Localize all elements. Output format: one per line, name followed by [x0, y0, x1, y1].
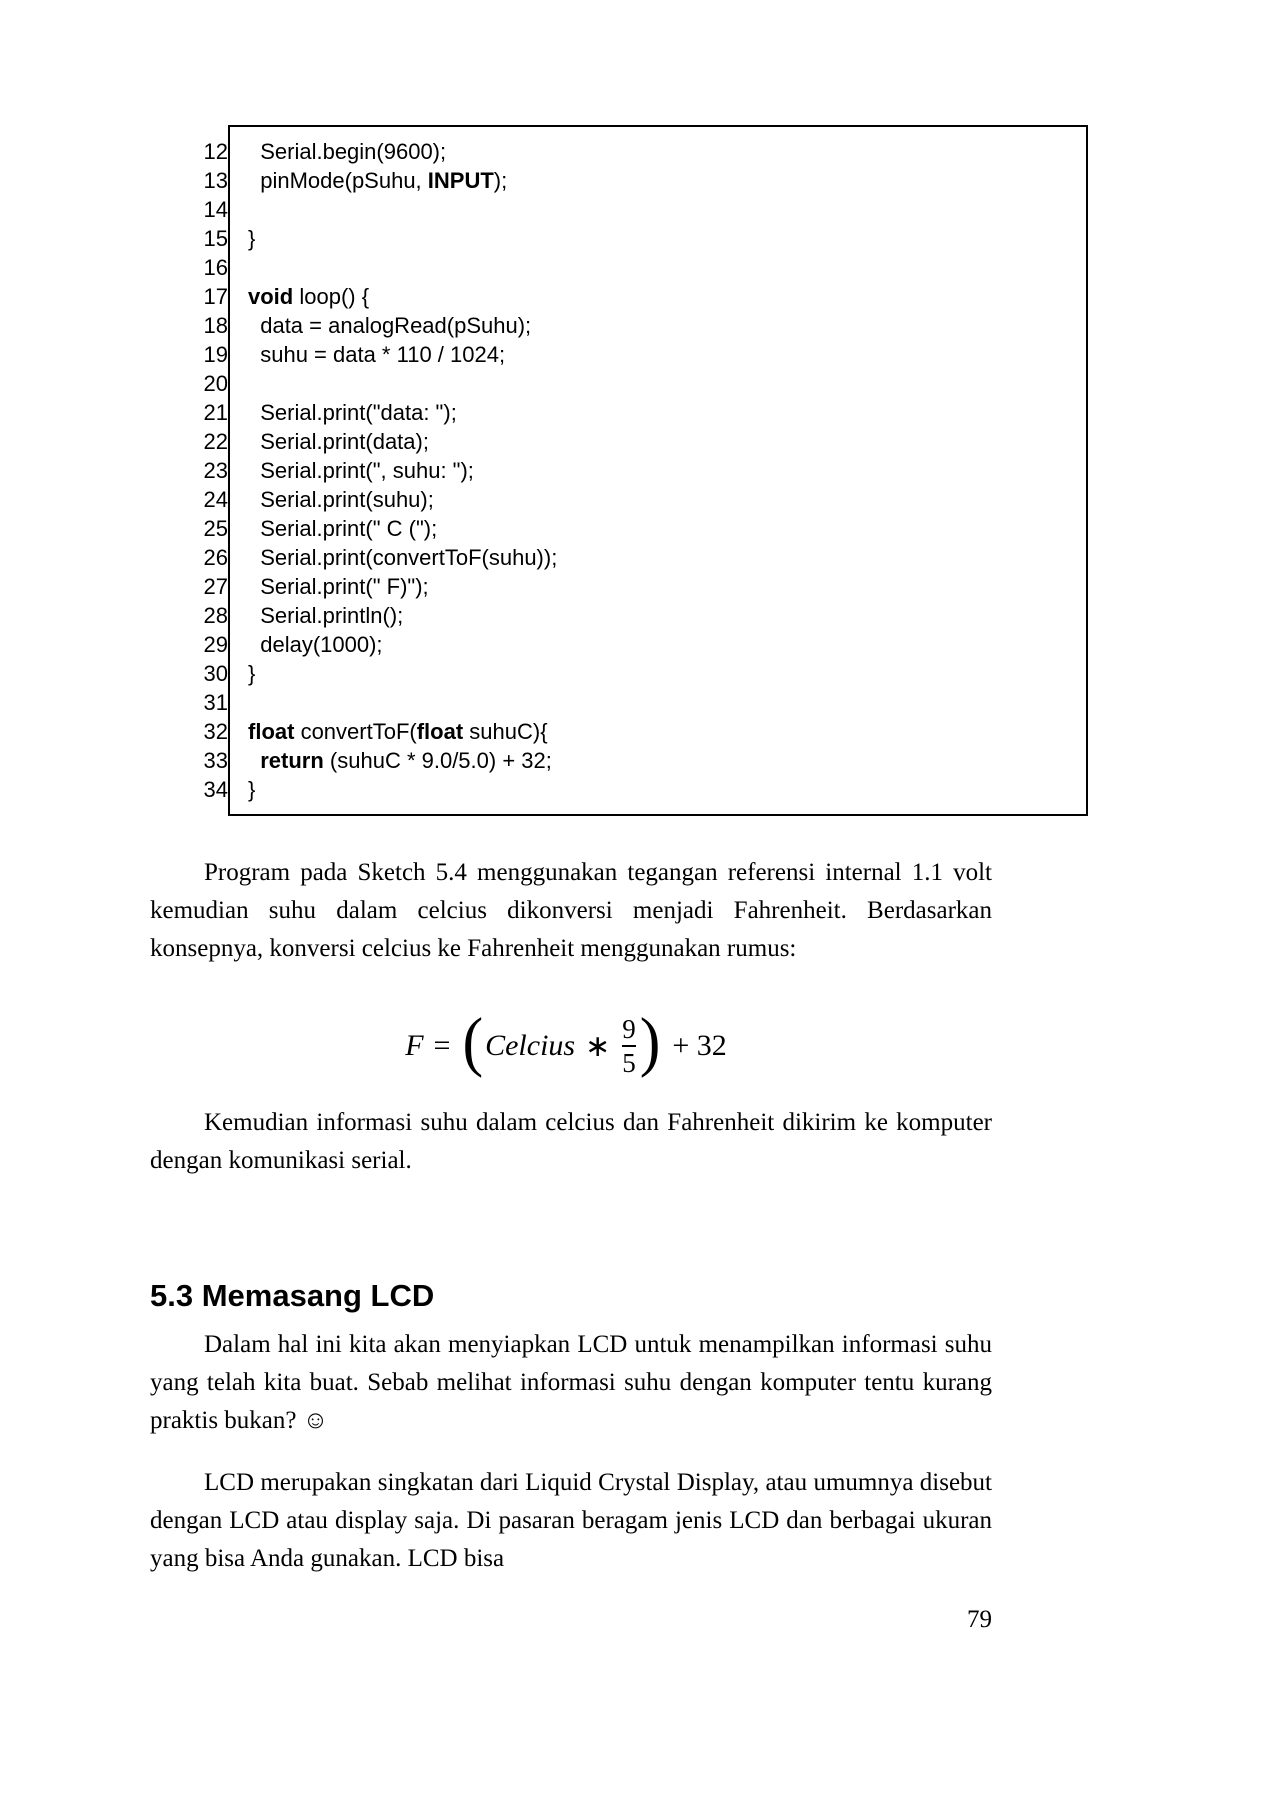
code-line: suhu = data * 110 / 1024;	[248, 342, 506, 367]
code-line: Serial.print(convertToF(suhu));	[248, 545, 558, 570]
code-line-number: 23	[203, 458, 228, 483]
code-line: Serial.print(" F)");	[248, 574, 429, 599]
code-line: Serial.print(" C (");	[248, 516, 438, 541]
formula-open-paren: (	[462, 1004, 484, 1079]
code-line-number: 24	[203, 487, 228, 512]
text-block	[150, 854, 992, 1634]
code-line-number: 22	[203, 429, 228, 454]
code-line-number: 18	[203, 313, 228, 338]
code-line-number: 16	[203, 255, 228, 280]
code-line: }	[248, 661, 256, 686]
formula-tail: + 32	[672, 1029, 727, 1062]
code-line-number: 14	[203, 197, 228, 222]
code-line-number: 12	[203, 139, 228, 164]
page-number: 79	[967, 1606, 992, 1633]
paragraph-program: Program pada Sketch 5.4 menggunakan tegangan referensi internal 1.1 volt kemudian suhu dalam celcius dikonversi menjadi Fahrenheit. Berdasarkan konsepnya, konversi celcius ke Fahrenheit menggunakan rumus:	[150, 859, 992, 962]
code-line-number: 15	[203, 226, 228, 251]
formula-lhs: F	[405, 1029, 424, 1062]
code-line: }	[248, 226, 256, 251]
formula-close-paren: )	[639, 1004, 661, 1079]
code-line-number: 19	[203, 342, 228, 367]
code-line: Serial.print(", suhu: ");	[248, 458, 474, 483]
code-line: data = analogRead(pSuhu);	[248, 313, 532, 338]
code-line: pinMode(pSuhu, INPUT);	[248, 168, 508, 193]
formula-denominator: 5	[622, 1045, 636, 1079]
code-line-number: 17	[203, 284, 228, 309]
code-line: Serial.print(data);	[248, 429, 429, 454]
code-line: }	[248, 777, 256, 802]
code-line-number: 25	[203, 516, 228, 541]
code-line-number: 34	[203, 777, 228, 802]
code-line: delay(1000);	[248, 632, 383, 657]
code-line: float convertToF(float suhuC){	[248, 719, 548, 744]
code-line-number: 33	[203, 748, 228, 773]
formula-variable: Celcius	[485, 1029, 576, 1062]
code-line-number: 31	[203, 690, 228, 715]
code-line: Serial.begin(9600);	[248, 139, 447, 164]
code-line: Serial.println();	[248, 603, 404, 628]
code-line	[248, 253, 1076, 282]
code-line: Serial.print("data: ");	[248, 400, 457, 425]
code-listing	[183, 125, 1269, 816]
code-line	[248, 195, 1076, 224]
paragraph-lcd-singkatan: LCD merupakan singkatan dari Liquid Crystal Display, atau umumnya disebut dengan LCD atau display saja. Di pasaran beragam jenis LCD dan berbagai ukuran yang bisa Anda gunakan. LCD bisa	[150, 1469, 992, 1572]
code-line-number: 13	[203, 168, 228, 193]
formula-fraction	[622, 1013, 636, 1080]
code-line-number: 27	[203, 574, 228, 599]
code-line-number: 21	[203, 400, 228, 425]
formula-fahrenheit	[150, 1004, 992, 1088]
code-line	[248, 369, 1076, 398]
code-line-number: 29	[203, 632, 228, 657]
code-box	[228, 125, 1088, 816]
code-line-number: 26	[203, 545, 228, 570]
paragraph-dalam-hal-ini: Dalam hal ini kita akan menyiapkan LCD untuk menampilkan informasi suhu yang telah kita buat. Sebab melihat informasi suhu dengan komputer tentu kurang praktis bukan? ☺	[150, 1331, 992, 1434]
formula-multiply-operator: ∗	[585, 1029, 611, 1063]
code-line-number: 30	[203, 661, 228, 686]
code-line-number: 28	[203, 603, 228, 628]
formula-numerator: 9	[622, 1013, 636, 1044]
code-line: return (suhuC * 9.0/5.0) + 32;	[260, 748, 552, 773]
code-line: Serial.print(suhu);	[248, 487, 434, 512]
code-line-numbers	[183, 125, 228, 816]
formula-equals: =	[433, 1029, 451, 1062]
code-line	[248, 688, 1076, 717]
code-line: void loop() {	[248, 284, 370, 309]
section-heading-memasang-lcd: 5.3 Memasang LCD	[150, 1278, 435, 1313]
code-line-number: 20	[203, 371, 228, 396]
code-line-number: 32	[203, 719, 228, 744]
paragraph-kemudian: Kemudian informasi suhu dalam celcius dan Fahrenheit dikirim ke komputer dengan komunikasi serial.	[150, 1109, 992, 1174]
